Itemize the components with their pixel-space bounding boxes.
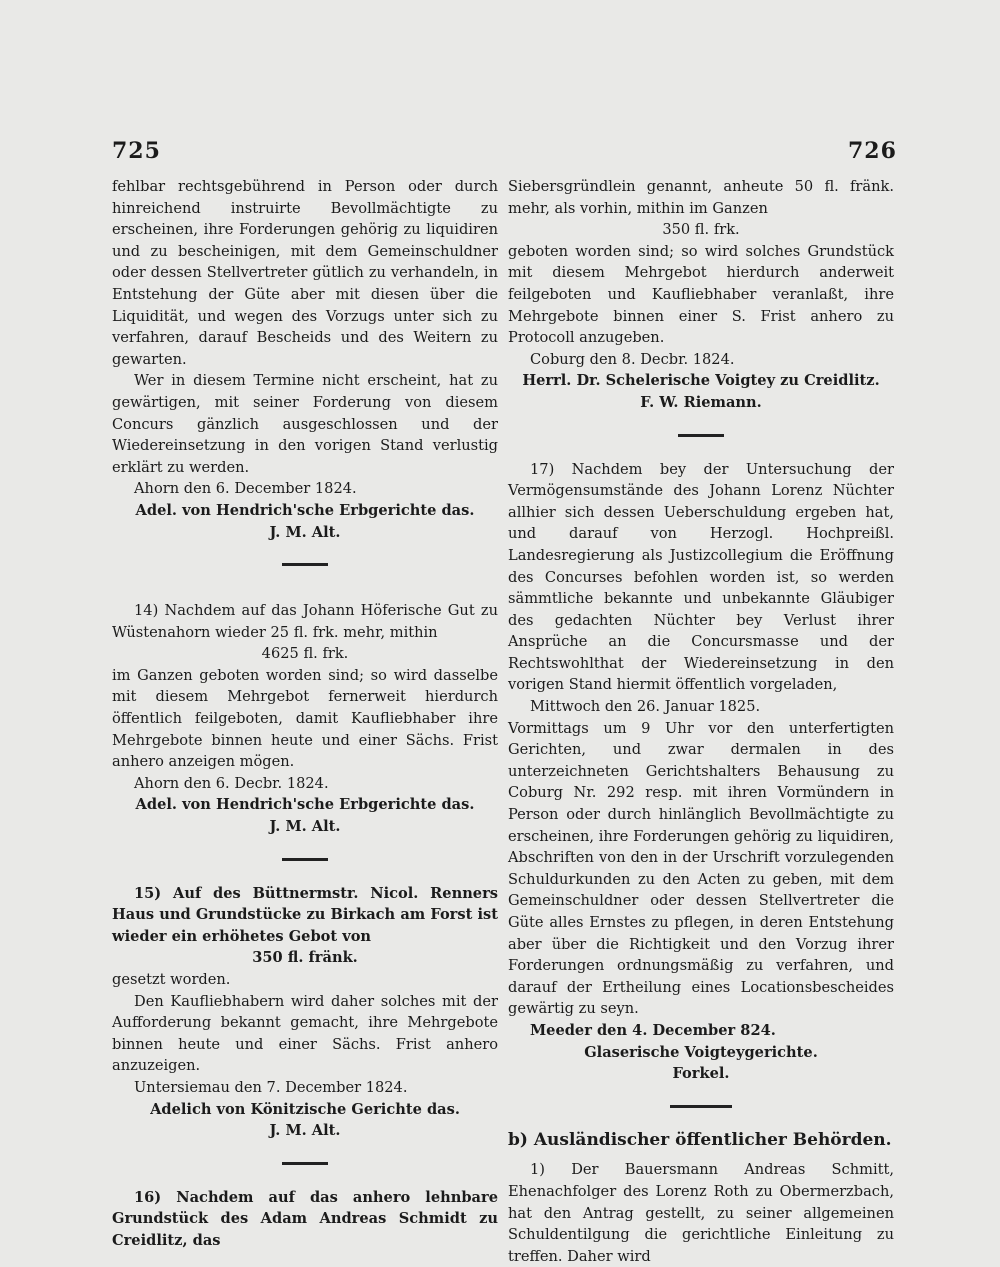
right-authority-2: Glaserische Voigteygerichte.	[584, 1043, 818, 1061]
notice-15-text: 15) Auf des Büttnermstr. Nicol. Renners Haus und Grundstücke zu Birkach am Forst ist wieder ein erhöhetes Gebot von	[112, 884, 498, 945]
section-b-notice-1: 1) Der Bauersmann Andreas Schmitt, Ehenachfolger des Lorenz Roth zu Obermerzbach, hat den Antrag gestellt, zu seiner allgemeinen Schuldentilgung die gerichtliche Einleitung zu treffen. Daher wird	[508, 1161, 894, 1265]
right-date-1: Coburg den 8. Decbr. 1824.	[530, 350, 735, 368]
right-signer-1: F. W. Riemann.	[640, 393, 762, 411]
notice-14-rest: im Ganzen geboten worden sind; so wird dasselbe mit diesem Mehrgebot fernerweit hierdurch öffentlich feilgeboten, damit Kaufliebhaber ihre Mehrgebote binnen heute und einer Sächs. Frist anhero anzeigen mögen.	[112, 666, 498, 771]
notice-17-date: Mittwoch den 26. Januar 1825.	[530, 698, 761, 716]
right-column	[508, 176, 894, 1267]
left-signer-3: J. M. Alt.	[269, 1122, 341, 1140]
left-divider-2	[282, 858, 328, 861]
left-date-1: Ahorn den 6. December 1824.	[134, 480, 357, 498]
right-divider-2	[670, 1105, 732, 1108]
left-authority-3: Adelich von Könitzische Gerichte das.	[150, 1100, 460, 1118]
right-signer-2: Forkel.	[672, 1065, 730, 1083]
left-signer-1: J. M. Alt.	[269, 523, 341, 541]
page-number-right: 726	[848, 138, 897, 164]
notice-15-amount: 350 fl. fränk.	[252, 949, 358, 967]
notice-17-rest: Vormittags um 9 Uhr vor den unterfertigten Gerichten, und zwar dermalen in des unterzeichneten Gerichtshalters Behausung zu Coburg Nr. 292 resp. mit ihren Vormündern in Person oder durch hinlänglich Bevollmächtigte zu erscheinen, ihre Forderungen gehörig zu liquidiren, Abschriften von den in der Urschrift vorzulegenden Schuldurkunden zu den Acten zu geben, mit dem Gemeinschuldner oder dessen Stellvertreter die Güte alles Ernstes zu pflegen, in deren Entstehung aber über die Richtigkeit und den Vorzug ihrer Forderungen ordnungsmäßig zu verfahren, und darauf der Ertheilung eines Locationsbescheides gewärtig zu seyn.	[508, 719, 894, 1018]
left-intro-paragraph: fehlbar rechtsgebührend in Person oder durch hinreichend instruirte Bevollmächtigte zu erscheinen, ihre Forderungen gehörig zu liquidiren und zu bescheinigen, mit dem Gemeinschuldner oder dessen Stellvertreter gütlich zu verhandeln, in Entstehung der Güte aber mit diesen über die Liquidität, und wegen des Vorzugs unter sich zu verfahren, darauf Bescheids und des Weitern zu gewarten.	[112, 178, 498, 368]
left-divider-1	[282, 563, 328, 566]
notice-16-text: 16) Nachdem auf das anhero lehnbare Grundstück des Adam Andreas Schmidt zu Creidlitz, das	[112, 1188, 498, 1249]
notice-17-text: 17) Nachdem bey der Untersuchung der Vermögensumstände des Johann Lorenz Nüchter allhier sich dessen Ueberschuldung ergeben hat, und darauf von Herzogl. Hochpreißl. Landesregierung als Justizcollegium die Eröffnung des Concurses befohlen worden ist, so werden sämmtliche bekannte und unbekannte Gläubiger des gedachten Nüchter bey Verlust ihrer Ansprüche an die Concursmasse und der Rechtswohlthat der Wiedereinsetzung in den vorigen Stand hiermit öffentlich vorgeladen,	[508, 460, 894, 694]
notice-14-amount: 4625 fl. frk.	[261, 645, 349, 663]
left-date-3: Untersiemau den 7. December 1824.	[134, 1078, 408, 1096]
left-signer-2: J. M. Alt.	[269, 818, 341, 836]
left-authority-1: Adel. von Hendrich'sche Erbgerichte das.	[135, 501, 475, 519]
right-authority-1: Herrl. Dr. Schelerische Voigtey zu Creidlitz.	[522, 372, 880, 390]
left-column	[112, 176, 498, 1252]
left-date-2: Ahorn den 6. Decbr. 1824.	[134, 774, 329, 792]
notice-15-rest-2: Den Kaufliebhabern wird daher solches mit der Aufforderung bekannt gemacht, ihre Mehrgebote binnen heute und einer Sächs. Frist anhero anzuzeigen.	[112, 992, 498, 1075]
notice-15-rest-1: gesetzt worden.	[112, 971, 231, 988]
right-divider-1	[678, 434, 724, 437]
page-number-left: 725	[112, 138, 161, 164]
left-divider-3	[282, 1162, 328, 1165]
notice-14-text: 14) Nachdem auf das Johann Höferische Gut zu Wüstenahorn wieder 25 fl. frk. mehr, mithin	[112, 602, 498, 641]
right-continuation-amount: 350 fl. frk.	[662, 221, 740, 239]
left-warning-paragraph: Wer in diesem Termine nicht erscheint, hat zu gewärtigen, mit seiner Forderung von diesem Concurs gänzlich ausgeschlossen und der Wiedereinsetzung in den vorigen Stand verlustig erklärt zu werden.	[112, 372, 498, 476]
left-authority-2: Adel. von Hendrich'sche Erbgerichte das.	[135, 796, 475, 814]
right-continuation: Siebersgründlein genannt, anheute 50 fl. fränk. mehr, als vorhin, mithin im Ganzen	[508, 178, 894, 217]
right-continuation-rest: geboten worden sind; so wird solches Grundstück mit diesem Mehrgebot hierdurch anderweit feilgeboten und Kaufliebhaber veranlaßt, ihre Mehrgebote binnen einer S. Frist anhero zu Protocoll anzugeben.	[508, 242, 894, 347]
right-date-2: Meeder den 4. December 824.	[530, 1021, 776, 1039]
section-heading-foreign-authorities: b) Ausländischer öffentlicher Behörden.	[508, 1129, 892, 1150]
